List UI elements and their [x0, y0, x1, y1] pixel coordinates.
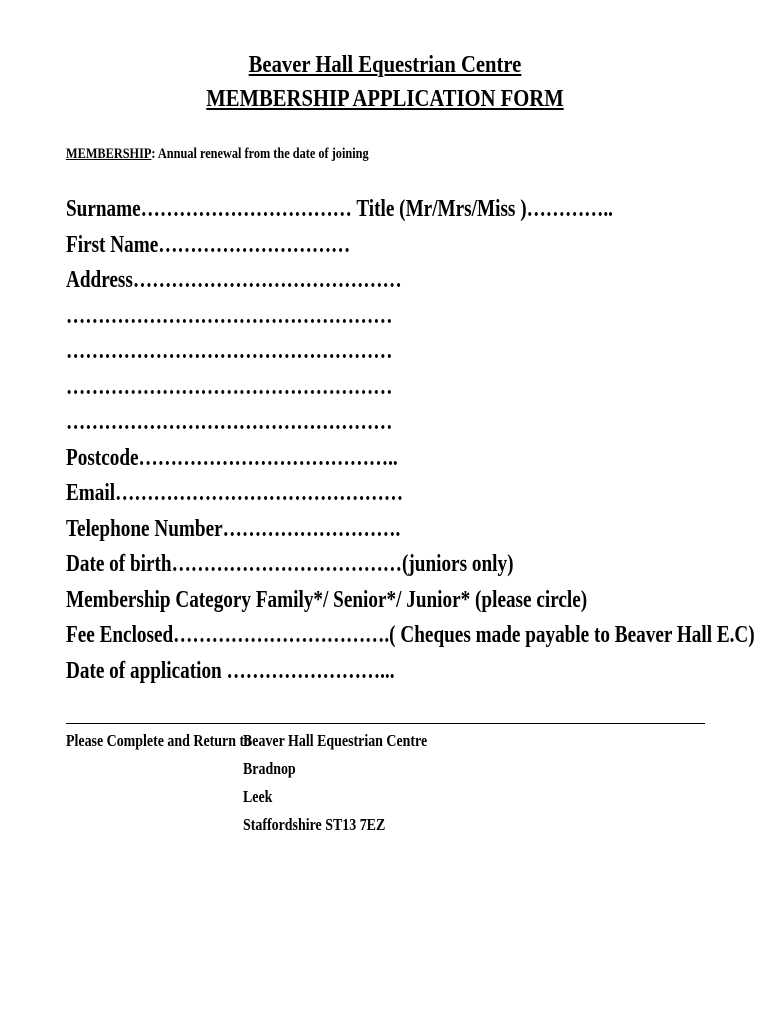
divider-line — [66, 723, 705, 724]
telephone-field: Telephone Number………………………. — [66, 516, 401, 542]
membership-note-label: MEMBERSHIP — [66, 146, 152, 162]
membership-category-field: Membership Category Family*/ Senior*/ Junior* (please circle) — [66, 587, 588, 613]
return-address-line: Bradnop — [243, 759, 296, 778]
postcode-field: Postcode………………………………….. — [66, 445, 398, 471]
surname-title-field: Surname…………………………… Title (Mr/Mrs/Miss )………….. — [66, 196, 613, 222]
date-of-birth-field: Date of birth………………………………(juniors only) — [66, 551, 514, 577]
return-address-line: Leek — [243, 787, 273, 806]
address-field: Address…………………………………… — [66, 267, 402, 293]
address-line-2: …………………………………………… — [66, 303, 393, 329]
return-instruction: Please Complete and Return to — [66, 731, 252, 750]
first-name-field: First Name………………………… — [66, 232, 351, 258]
return-address-line: Beaver Hall Equestrian Centre — [243, 731, 428, 750]
address-line-5: …………………………………………… — [66, 409, 393, 435]
date-of-application-field: Date of application ……………………... — [66, 658, 395, 684]
membership-note — [66, 146, 369, 163]
email-field: Email……………………………………… — [66, 480, 404, 506]
address-line-4: …………………………………………… — [66, 374, 393, 400]
membership-note-text: : Annual renewal from the date of joining — [151, 146, 369, 162]
address-line-3: …………………………………………… — [66, 338, 393, 364]
org-name-heading: Beaver Hall Equestrian Centre — [248, 52, 522, 78]
return-address-line: Staffordshire ST13 7EZ — [243, 815, 386, 834]
fee-enclosed-field: Fee Enclosed…………………………….( Cheques made payable to Beaver Hall E.C) — [66, 622, 755, 648]
form-title-heading: MEMBERSHIP APPLICATION FORM — [206, 86, 564, 112]
